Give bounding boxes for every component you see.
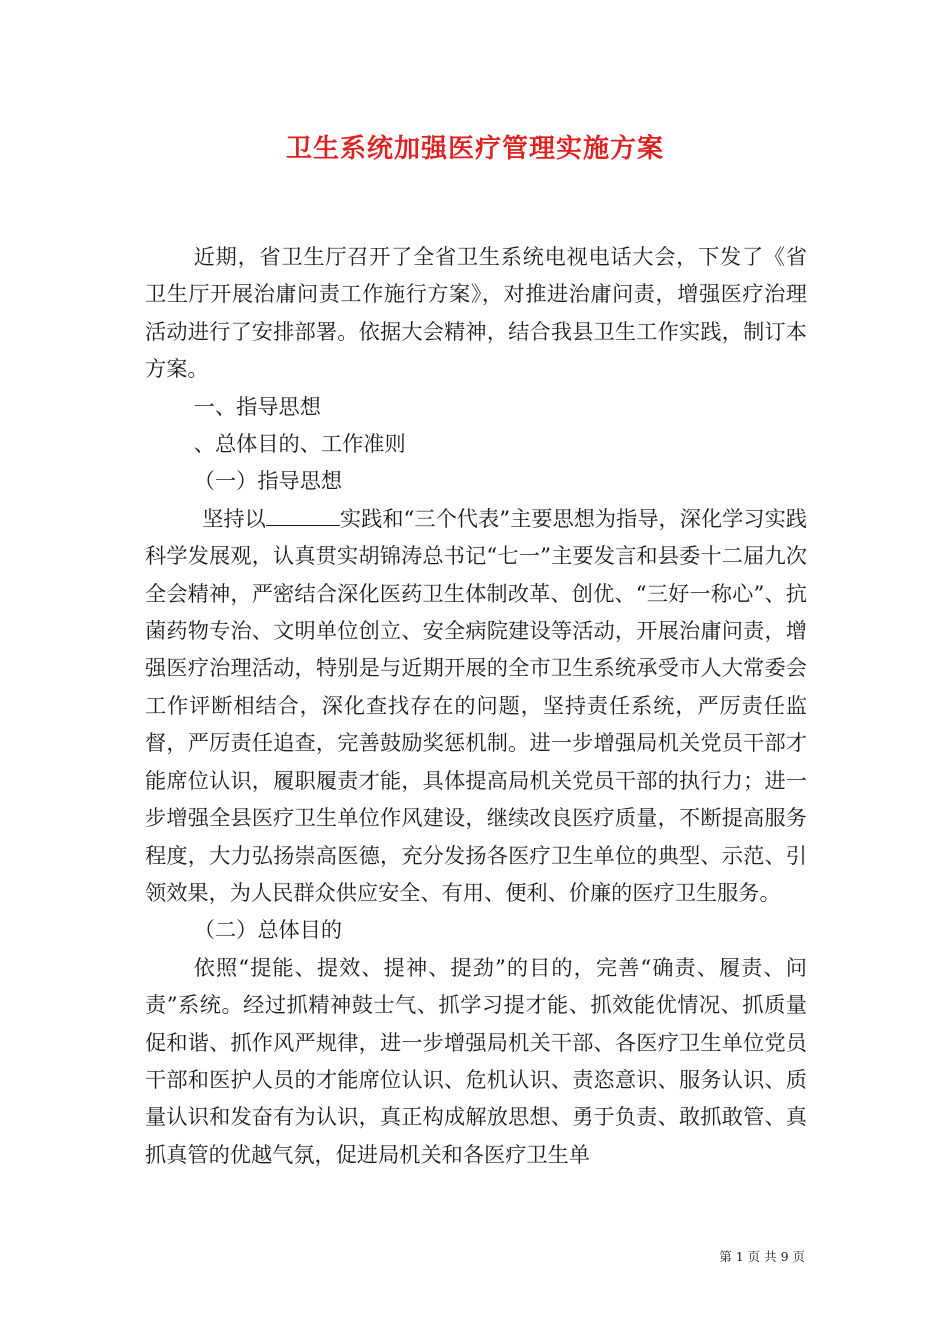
section-heading-1b: 、总体目的、工作准则 xyxy=(193,431,406,457)
paragraph-rest: 实践和“三个代表”主要思想为指导，深化学习实践科学发展观，认真贯实胡锦涛总书记“七一”主要发言和县委十二届九次全会精神，严密结合深化医药卫生体制改革、创优、“三好一称心”、抗菌药物专治、文明单位创立、安全病院建设等活动，开展治庸问责，增强医疗治理活动，特别是与近期开展的全市卫生系统承受市人大常委会工作评断相结合，深化查找存在的问题，坚持责任系统，严厉责任监督，严厉责任追查，完善鼓励奖惩机制。进一步增强局机关党员干部才能席位认识，履职履责才能，具体提高局机关党员干部的执行力；进一步增强全县医疗卫生单位作风建设，继续改良医疗质量，不断提高服务程度，大力弘扬崇高医德，充分发扬各医疗卫生单位的典型、示范、引领效果，为人民群众供应安全、有用、便利、价廉的医疗卫生服务。 xyxy=(145,505,807,905)
intro-paragraph: 近期，省卫生厅召开了全省卫生系统电视电话大会，下发了《省卫生厅开展治庸问责工作施行方案》，对推进治庸问责，增强医疗治理活动进行了安排部署。依据大会精神，结合我县卫生工作实践，制订本方案。 xyxy=(145,244,807,382)
document-body xyxy=(145,238,807,1173)
paragraph-prefix: 坚持以 xyxy=(202,505,266,531)
section-heading-1: 一、指导思想 xyxy=(193,393,321,419)
subsection-heading-1: （一）指导思想 xyxy=(193,468,343,494)
overall-goal-paragraph: 依照“提能、提效、提神、提劲”的目的，完善“确责、履责、问责”系统。经过抓精神鼓士气、抓学习提才能、抓效能优情况、抓质量促和谐、抓作风严规律，进一步增强局机关干部、各医疗卫生单位党员干部和医护人员的才能席位认识、危机认识、责恣意识、服务认识、质量认识和发奋有为认识，真正构成解放思想、勇于负责、敢抓敢管、真抓真管的优越气氛，促进局机关和各医疗卫生单 xyxy=(145,954,807,1167)
fill-in-blank xyxy=(266,505,340,526)
page-number: 第 1 页 共 9 页 xyxy=(719,1249,805,1264)
guiding-thought-paragraph xyxy=(145,500,807,911)
document-title: 卫生系统加强医疗管理实施方案 xyxy=(285,134,664,164)
subsection-heading-2: （二）总体目的 xyxy=(193,917,343,943)
